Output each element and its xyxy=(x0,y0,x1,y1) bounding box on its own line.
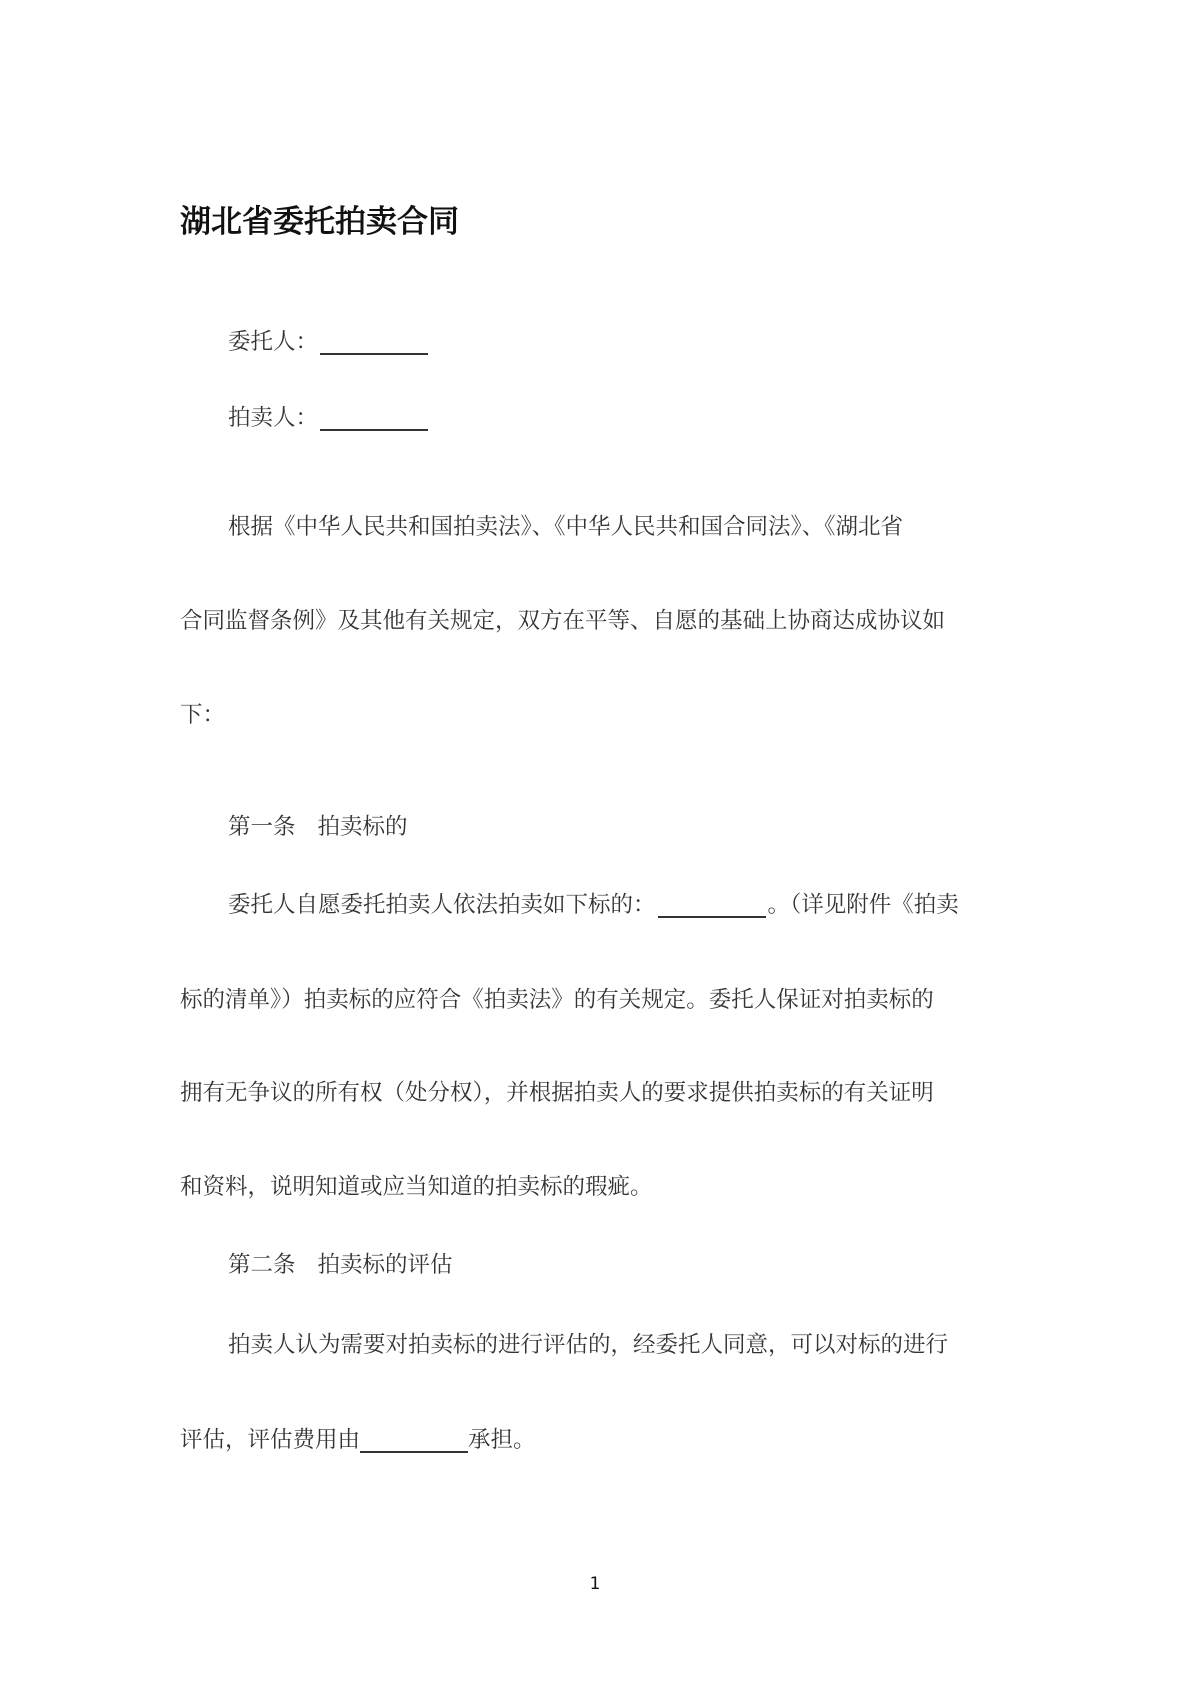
consignor-blank-field[interactable] xyxy=(320,331,428,355)
document-title: 湖北省委托拍卖合同 xyxy=(180,204,459,240)
article-1-line-1 xyxy=(228,887,959,919)
article-2-number: 第二条 xyxy=(228,1252,296,1278)
article-1-heading xyxy=(228,809,408,841)
auctioneer-blank-field[interactable] xyxy=(320,407,428,431)
party-auctioneer-label: 拍卖人： xyxy=(228,405,319,431)
article-1-number: 第一条 xyxy=(228,814,296,840)
page-number: 1 xyxy=(589,1574,601,1594)
article-1-line-3: 拥有无争议的所有权（处分权），并根据拍卖人的要求提供拍卖标的有关证明 xyxy=(180,1080,934,1106)
article-2-line-2-text: 评估，评估费用由 xyxy=(180,1427,361,1453)
preamble-line-2: 合同监督条例》及其他有关规定，双方在平等、自愿的基础上协商达成协议如 xyxy=(180,608,946,634)
article-2-heading xyxy=(228,1247,453,1279)
article-1-line-1-tail: 。（详见附件《拍卖 xyxy=(767,892,959,918)
article-1-title: 拍卖标的 xyxy=(317,814,408,840)
article-1-line-2: 标的清单》）拍卖标的应符合《拍卖法》的有关规定。委托人保证对拍卖标的 xyxy=(180,987,934,1013)
party-auctioneer xyxy=(228,400,430,432)
preamble-line-1: 根据《中华人民共和国拍卖法》、《中华人民共和国合同法》、《湖北省 xyxy=(228,514,904,540)
article-2-line-2 xyxy=(180,1422,536,1454)
article-2-title: 拍卖标的评估 xyxy=(317,1252,453,1278)
article-1-line-1-text: 委托人自愿委托拍卖人依法拍卖如下标的： xyxy=(228,892,656,918)
auction-object-blank-field[interactable] xyxy=(658,894,766,918)
evaluation-fee-party-blank-field[interactable] xyxy=(360,1429,468,1453)
article-2-line-2-tail: 承担。 xyxy=(468,1427,536,1453)
article-2-line-1: 拍卖人认为需要对拍卖标的进行评估的，经委托人同意，可以对标的进行 xyxy=(228,1332,949,1358)
preamble-line-3: 下： xyxy=(180,702,226,728)
article-1-line-4: 和资料，说明知道或应当知道的拍卖标的瑕疵。 xyxy=(180,1174,653,1200)
party-consignor xyxy=(228,324,430,356)
party-consignor-label: 委托人： xyxy=(228,329,319,355)
